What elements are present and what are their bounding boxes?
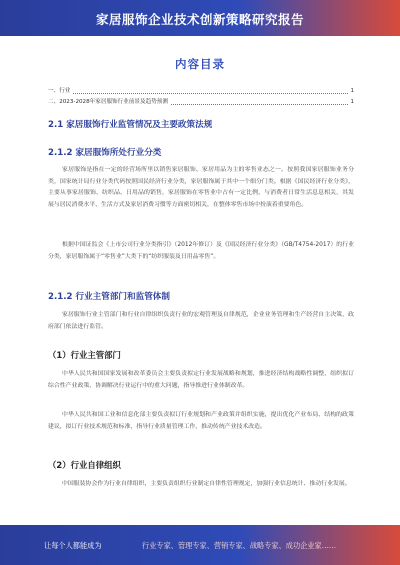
- toc-entry-label: 一、行业: [48, 86, 72, 97]
- toc-entry-page: 1: [348, 97, 354, 108]
- report-footer: [0, 525, 400, 565]
- subsection-heading: （1）行业主管部门: [48, 350, 121, 360]
- subsection-heading: （2）行业自律组织: [48, 460, 121, 470]
- report-header: [0, 0, 400, 36]
- body-paragraph: 中华人民共和国国家发展和改革委员会主要负责拟定行业发展战略和规划，推进经济结构战略性调整，组织拟订综合性产业政策，协调解决行业运行中的重大问题，指导推进行业体制改革。: [48, 371, 354, 389]
- body-paragraph: 中国服装协会作为行业自律组织，主要负责组织行业制定自律性管理规定，加强行业信息统计、推动行业发展。: [62, 481, 351, 487]
- toc-entry[interactable]: [48, 97, 354, 108]
- report-title: 家居服饰企业技术创新策略研究报告: [95, 12, 304, 27]
- body-paragraph: 根据中国证监会《上市公司行业分类指引》（2012年修订）及《国民经济行业分类》（GB/T4754-2017）的行业分类，家居服饰属于“零售业”大类下的“纺织服装及日用品零售”。: [48, 242, 354, 260]
- toc-title: 内容目录: [175, 57, 225, 71]
- section-heading: 2.1.2 行业主管部门和监管体制: [48, 292, 170, 302]
- toc-entry[interactable]: [48, 86, 354, 97]
- toc-entry-label: 二、2023-2028年家居服饰行业前景及趋势预测: [48, 97, 170, 108]
- footer-slogan: 让每个人都能成为: [44, 541, 102, 550]
- section-heading: 2.1 家居服饰行业监管情况及主要政策法规: [48, 120, 213, 130]
- body-paragraph: 家居服饰行业主管部门和行业自律组织负责行业的宏观管理及自律规范，企业业务管理和生产经营自主决策，政府部门依法进行监管。: [48, 312, 354, 330]
- body-paragraph: 中华人民共和国工业和信息化部主要负责拟订行业规划和产业政策并组织实施，提出优化产业布局、结构的政策建议，拟订行业技术规范和标准，指导行业质量管理工作，推动传统产业技术改造。: [48, 412, 354, 430]
- toc-entry-page: 1: [348, 86, 354, 97]
- body-paragraph: 家居服饰是指在一定的经营场所里以销售家居服饰、家居用品为主的零售业态之一。按照我国家居服饰业务分类，国家统计局行业分类代码按照国民经济行业分类，家居服饰属于其中一个细分门类。根据《国民经济行业分类》，主要从事家居服饰、纺织品、日用品的销售，家居服饰在零售业中占有一定比例，与消费者日常生活息息相关，其发展与居民消费水平、生活方式及家居消费习惯等方面密切相关，在整体零售市场中扮演着重要角色。: [48, 167, 354, 208]
- table-of-contents: [48, 86, 354, 108]
- section-heading: 2.1.2 家居服饰所处行业分类: [48, 148, 162, 158]
- toc-leader-dots: [48, 86, 348, 94]
- footer-roles: 行业专家、管理专家、营销专家、战略专家、成功企业家……: [142, 541, 337, 550]
